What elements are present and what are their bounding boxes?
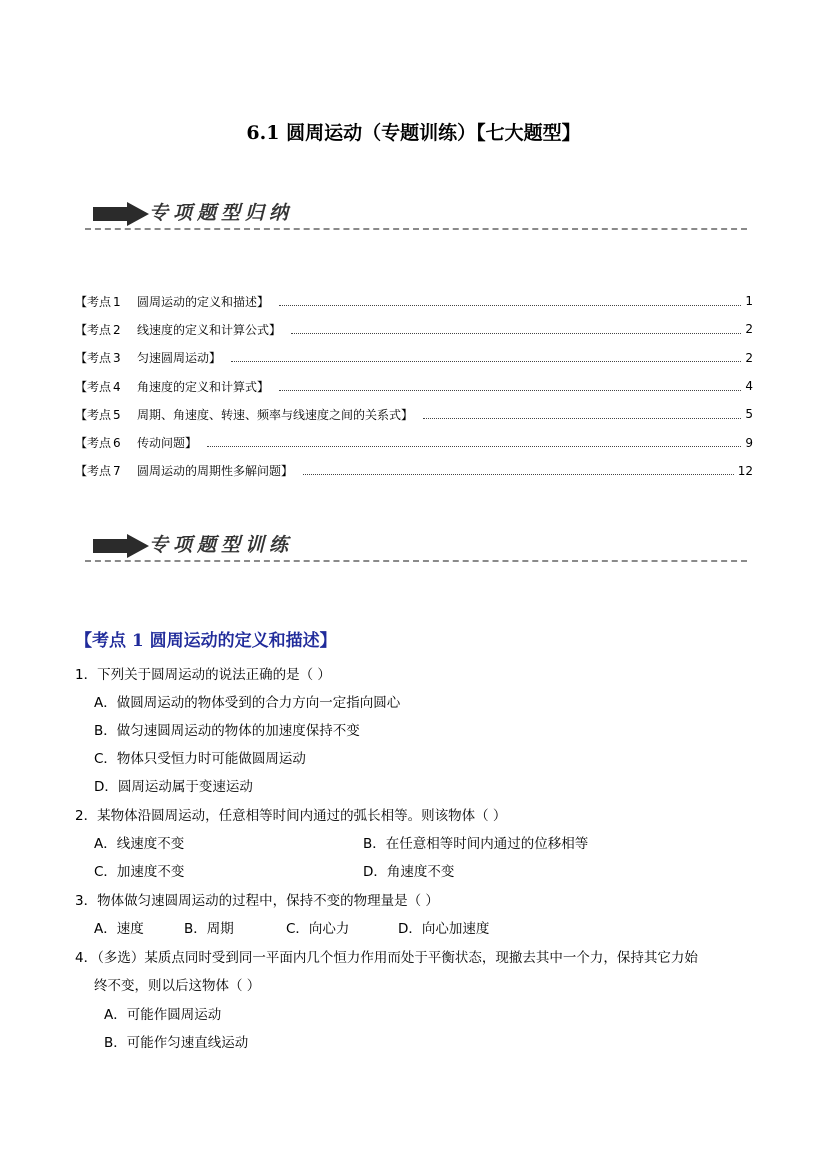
toc-item[interactable] <box>75 344 753 372</box>
toc-leader <box>291 333 741 334</box>
arrow-icon <box>93 202 149 226</box>
banner-divider <box>85 228 747 230</box>
toc-item-number: 2 <box>113 322 121 337</box>
section-heading: 【考点 1 圆周运动的定义和描述】 <box>75 631 337 651</box>
question-2-option-b: B．在任意相等时间内通过的位移相等 <box>363 836 589 852</box>
question-1-option-d: D．圆周运动属于变速运动 <box>94 779 253 795</box>
question-2-option-a: A．线速度不变 <box>94 836 185 852</box>
question-1-option-c: C．物体只受恒力时可能做圆周运动 <box>94 751 306 767</box>
toc-item-page: 4 <box>745 379 753 394</box>
toc-item-prefix: 【考点 <box>75 464 112 479</box>
toc-leader <box>303 474 734 475</box>
banner-title: 专项题型归纳 <box>149 202 294 224</box>
question-2-option-c: C．加速度不变 <box>94 864 185 880</box>
toc-item-prefix: 【考点 <box>75 379 112 394</box>
question-1-option-a: A．做圆周运动的物体受到的合力方向一定指向圆心 <box>94 695 401 711</box>
toc-item-label: 匀速圆周运动】 <box>137 351 222 366</box>
toc-item-number: 3 <box>113 351 121 366</box>
question-2-option-d: D．角速度不变 <box>363 864 455 880</box>
document-title: 6.1 圆周运动（专题训练）【七大题型】 <box>246 122 581 144</box>
toc-leader <box>423 418 741 419</box>
toc-item-page: 2 <box>745 350 753 365</box>
toc-item[interactable] <box>75 400 753 428</box>
question-1-stem: 1．下列关于圆周运动的说法正确的是（ ） <box>75 667 331 683</box>
toc-item-page: 12 <box>737 463 753 478</box>
toc-leader <box>279 305 741 306</box>
toc-item-prefix: 【考点 <box>75 436 112 451</box>
toc-item-label: 线速度的定义和计算公式】 <box>137 322 282 337</box>
toc-item-label: 角速度的定义和计算式】 <box>137 379 270 394</box>
toc-item-number: 4 <box>113 379 121 394</box>
question-3-option-d: D．向心加速度 <box>398 921 490 937</box>
toc-item[interactable] <box>75 315 753 343</box>
toc-item-number: 6 <box>113 436 121 451</box>
banner-divider <box>85 560 747 562</box>
toc-item-prefix: 【考点 <box>75 407 112 422</box>
section-banner-summary <box>85 196 747 230</box>
toc-item-page: 5 <box>745 407 753 422</box>
toc-leader <box>279 390 741 391</box>
toc-item[interactable] <box>75 428 753 456</box>
banner-title: 专项题型训练 <box>149 534 294 556</box>
toc-item-page: 9 <box>745 435 753 450</box>
toc-item-page: 2 <box>745 322 753 337</box>
toc-item-number: 7 <box>113 464 121 479</box>
toc-item-number: 5 <box>113 407 121 422</box>
toc-leader <box>231 361 741 362</box>
toc-item-label: 圆周运动的周期性多解问题】 <box>137 464 294 479</box>
toc-item-number: 1 <box>113 294 121 309</box>
question-4-option-a: A．可能作圆周运动 <box>104 1007 222 1023</box>
question-4-stem: 4．（多选）某质点同时受到同一平面内几个恒力作用而处于平衡状态，现撤去其中一个力，保持其它力始 <box>75 950 698 966</box>
toc-item[interactable] <box>75 287 753 315</box>
question-4-stem-continued: 终不变，则以后这物体（ ） <box>94 978 261 994</box>
question-3-option-a: A．速度 <box>94 921 144 937</box>
toc-item-label: 周期、角速度、转速、频率与线速度之间的关系式】 <box>137 407 414 422</box>
toc-item-prefix: 【考点 <box>75 294 112 309</box>
toc-leader <box>207 446 741 447</box>
toc-item[interactable] <box>75 372 753 400</box>
toc-item-page: 1 <box>745 294 753 309</box>
question-3-option-c: C．向心力 <box>286 921 350 937</box>
question-2-stem: 2．某物体沿圆周运动，任意相等时间内通过的弧长相等。则该物体（ ） <box>75 808 507 824</box>
question-3-stem: 3．物体做匀速圆周运动的过程中，保持不变的物理量是（ ） <box>75 893 439 909</box>
toc-item-prefix: 【考点 <box>75 351 112 366</box>
table-of-contents <box>75 287 753 485</box>
arrow-icon <box>93 534 149 558</box>
toc-item-label: 传动问题】 <box>137 436 198 451</box>
section-banner-training <box>85 528 747 562</box>
toc-item[interactable] <box>75 457 753 485</box>
toc-item-prefix: 【考点 <box>75 322 112 337</box>
question-4-option-b: B．可能作匀速直线运动 <box>104 1035 249 1051</box>
toc-item-label: 圆周运动的定义和描述】 <box>137 294 270 309</box>
question-3-option-b: B．周期 <box>184 921 234 937</box>
question-1-option-b: B．做匀速圆周运动的物体的加速度保持不变 <box>94 723 360 739</box>
